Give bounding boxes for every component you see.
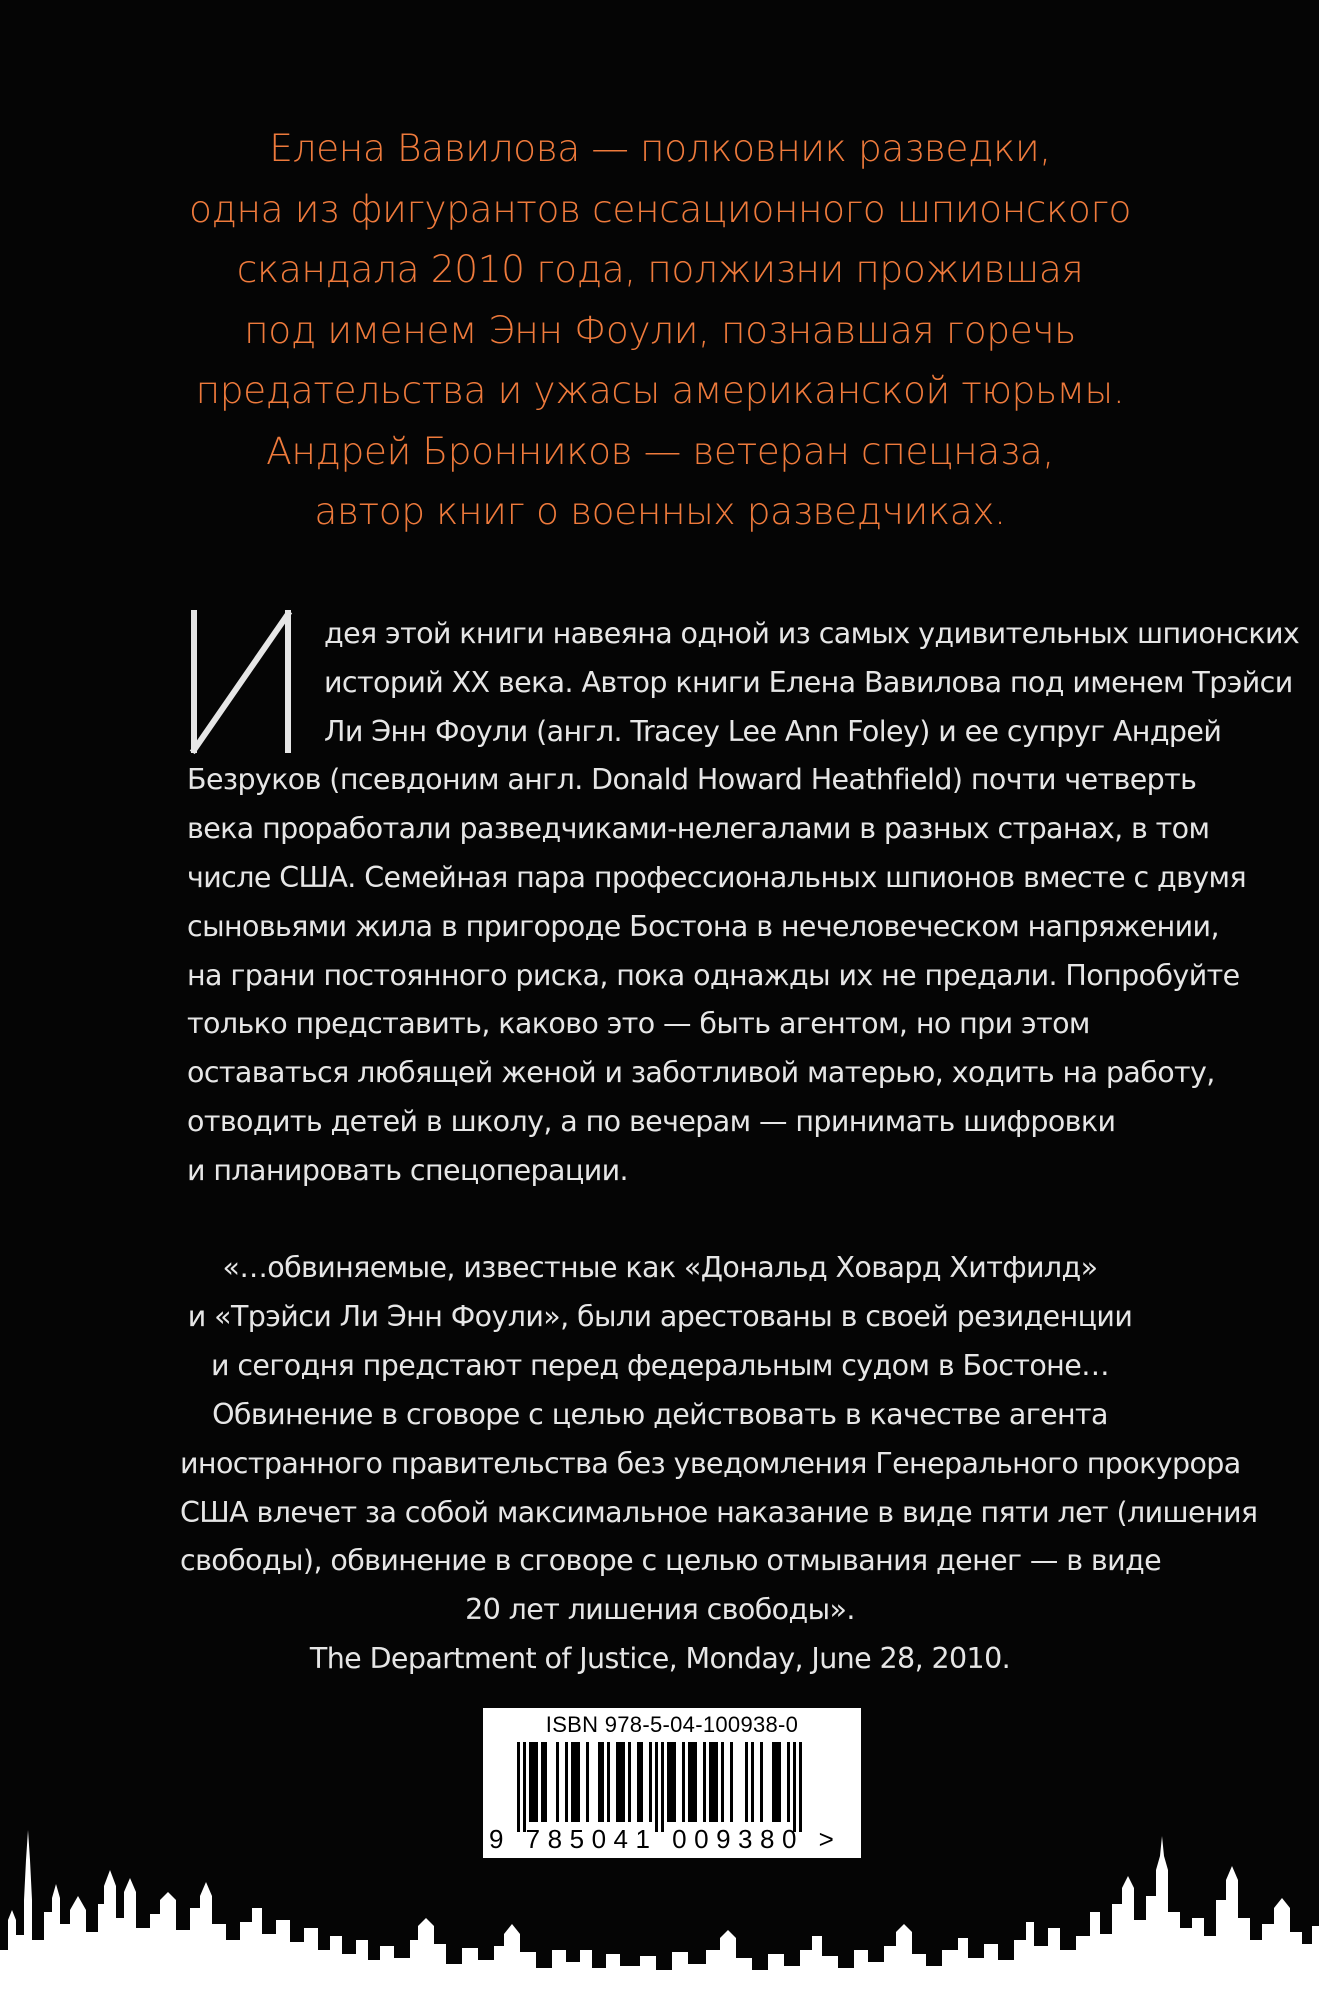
isbn-number: ISBN 978-5-04-100938-0: [545, 1712, 799, 1737]
ean-digits: 9 785041 009380 >: [489, 1824, 842, 1854]
quote-line: 20 лет лишения свободы».: [465, 1593, 855, 1627]
quote-line: Обвинение в сговоре с целью действовать в качестве агента: [212, 1397, 1108, 1431]
description-line: и планировать спецоперации.: [187, 1153, 628, 1187]
description-line: историй XX века. Автор книги Елена Вавилова под именем Трэйси: [324, 665, 1293, 699]
description-line: Ли Энн Фоули (англ. Tracey Lee Ann Foley) и ее супруг Андрей: [324, 714, 1222, 748]
intro-line: под именем Энн Фоули, познавшая горечь: [244, 307, 1076, 352]
quote-line: и сегодня предстают перед федеральным судом в Бостоне…: [210, 1348, 1110, 1382]
quote-line: США влечет за собой максимальное наказание в виде пяти лет (лишения: [180, 1495, 1258, 1529]
author-intro: [180, 118, 1140, 542]
quote-line: и «Трэйси Ли Энн Фоули», были арестованы в своей резиденции: [187, 1299, 1133, 1333]
quote-source: The Department of Justice, Monday, June 28, 2010.: [309, 1642, 1011, 1676]
intro-line: предательства и ужасы американской тюрьмы.: [195, 368, 1125, 412]
description-line: только представить, каково это — быть агентом, но при этом: [187, 1007, 1090, 1041]
quote-line: свободы), обвинение в сговоре с целью отмывания денег — в виде: [180, 1544, 1162, 1578]
doj-quote: [180, 1244, 1258, 1684]
description-line: дея этой книги навеяна одной из самых удивительных шпионских: [324, 617, 1300, 650]
intro-line: скандала 2010 года, полжизни прожившая: [236, 247, 1084, 291]
book-description: [187, 610, 1300, 1196]
intro-line: одна из фигурантов сенсационного шпионского: [189, 186, 1131, 231]
city-skyline-silhouette: [0, 1800, 1319, 2000]
description-line: числе США. Семейная пара профессиональных шпионов вместе с двумя: [187, 860, 1247, 894]
description-line: на грани постоянного риска, пока однажды их не предали. Попробуйте: [187, 958, 1240, 992]
description-line: сыновьями жила в пригороде Бостона в нечеловеческом напряжении,: [187, 909, 1219, 943]
intro-line: Елена Вавилова — полковник разведки,: [269, 126, 1051, 170]
quote-line: «…обвиняемые, известные как «Дональд Ховард Хитфилд»: [222, 1251, 1098, 1284]
quote-line: иностранного правительства без уведомления Генерального прокурора: [180, 1446, 1241, 1480]
intro-line: автор книг о военных разведчиках.: [314, 489, 1006, 533]
description-line: оставаться любящей женой и заботливой матерью, ходить на работу,: [187, 1056, 1215, 1090]
description-line: века проработали разведчиками-нелегалами в разных странах, в том: [187, 812, 1210, 846]
intro-line: Андрей Бронников — ветеран спецназа,: [266, 428, 1054, 473]
description-line: отводить детей в школу, а по вечерам — принимать шифровки: [187, 1104, 1116, 1138]
description-line: Безруков (псевдоним англ. Donald Howard Heathfield) почти четверть: [187, 763, 1197, 797]
